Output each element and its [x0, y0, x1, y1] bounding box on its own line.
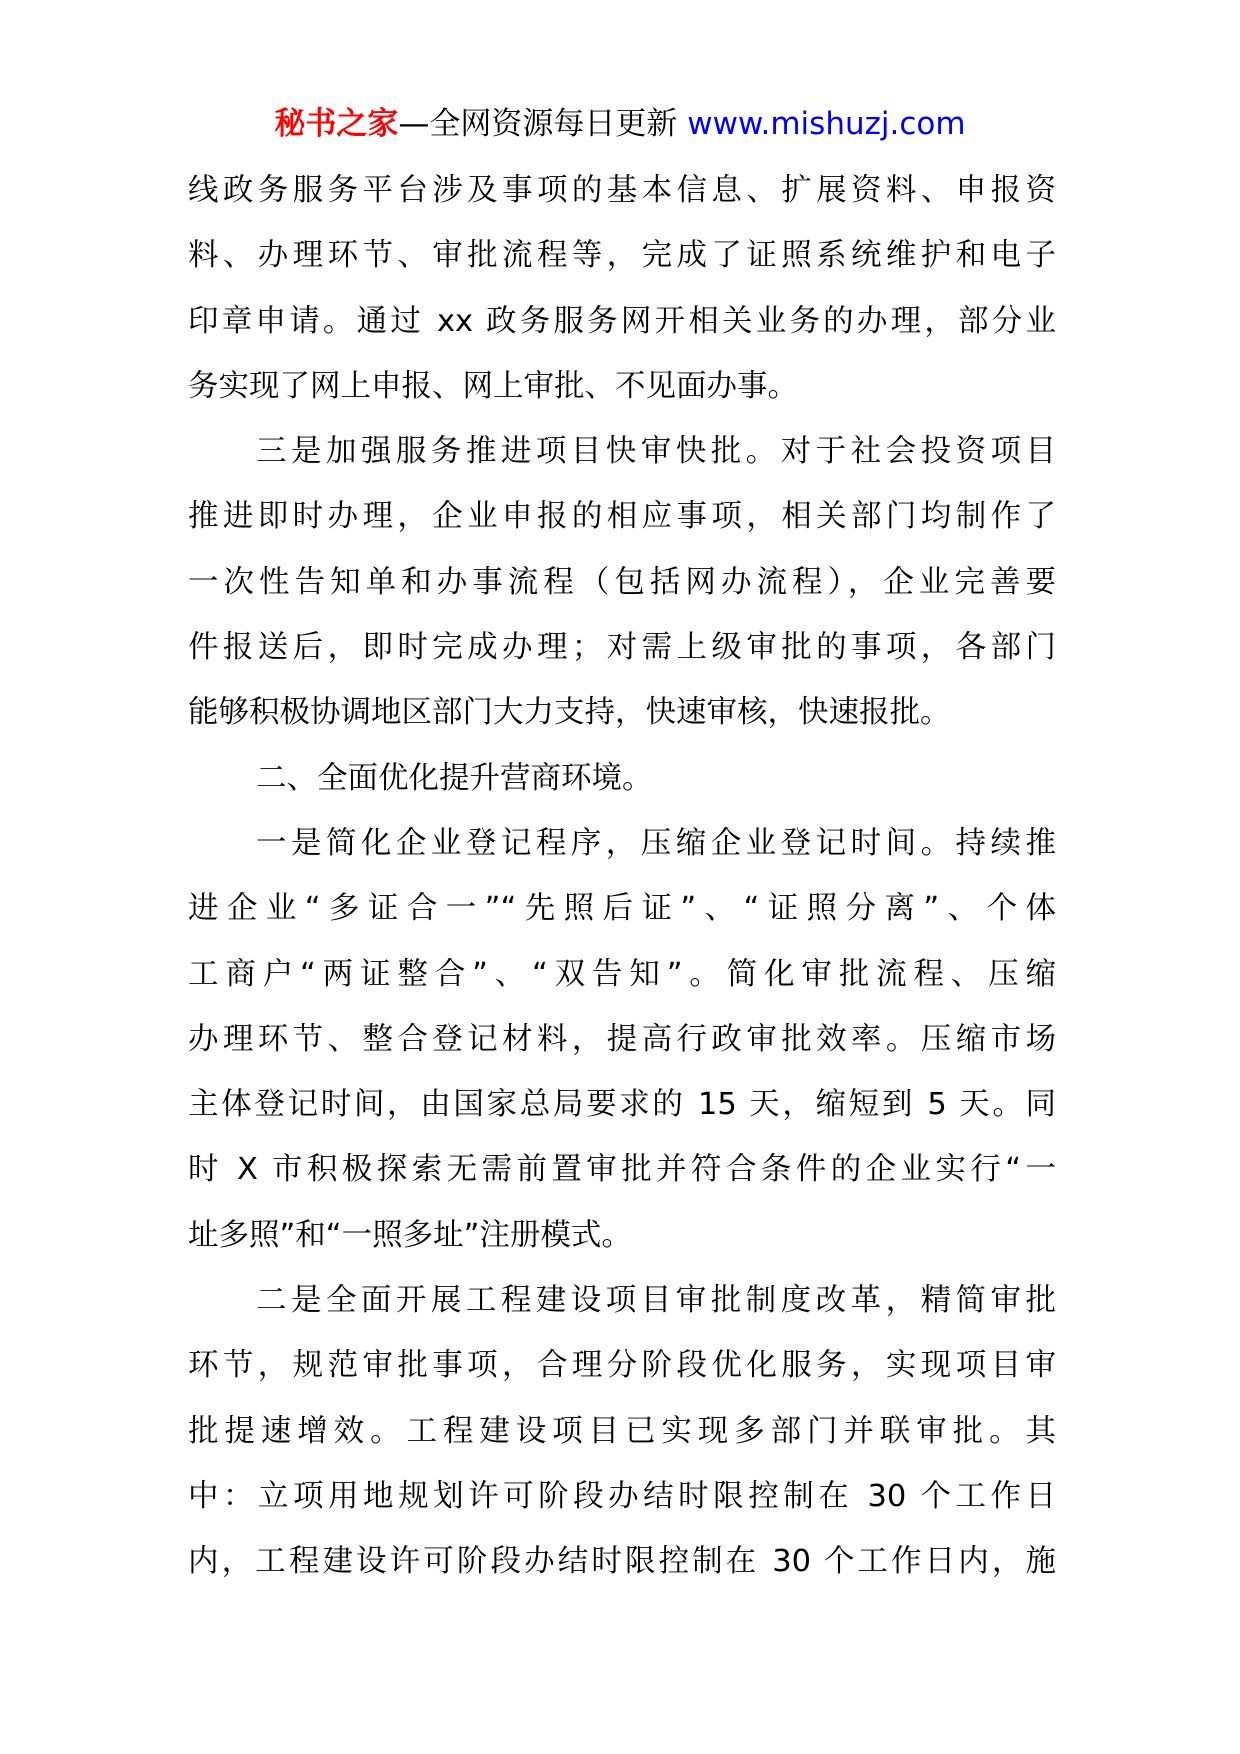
- paragraph-first-line: 三是加强服务推进项目快审快批。对于社会投资项目: [256, 434, 1056, 470]
- text-line: 址多照”和“一照多址”注册模式。: [188, 1217, 632, 1253]
- site-url-link[interactable]: www.mishuzj.com: [687, 106, 966, 142]
- text-line: 批提速增效。工程建设项目已实现多部门并联审批。其: [188, 1413, 1056, 1449]
- text-line: 中：立项用地规划许可阶段办结时限控制在 30 个工作日: [188, 1478, 1056, 1514]
- text-line: 一次性告知单和办事流程（包括网办流程），企业完善要: [188, 564, 1056, 600]
- text-line: 进企业“多证合一”“先照后证”、“证照分离”、个体: [188, 891, 1056, 927]
- paragraph-first-line: 一是简化企业登记程序，压缩企业登记时间。持续推: [256, 825, 1056, 861]
- text-line: 能够积极协调地区部门大力支持，快速审核，快速报批。: [188, 695, 951, 731]
- header-tagline: —全网资源每日更新: [398, 106, 678, 142]
- document-body: [188, 158, 1056, 1595]
- paragraph-first-line: 二是全面开展工程建设项目审批制度改革，精简审批: [256, 1283, 1056, 1319]
- text-line: 工商户“两证整合”、“双告知”。简化审批流程、压缩: [188, 956, 1056, 992]
- text-line: 件报送后，即时完成办理；对需上级审批的事项，各部门: [188, 630, 1056, 666]
- brand-name: 秘书之家: [274, 106, 399, 142]
- text-line: 办理环节、整合登记材料，提高行政审批效率。压缩市场: [188, 1021, 1056, 1057]
- section-heading: 二、全面优化提升营商环境。: [256, 760, 653, 796]
- text-line: 推进即时办理，企业申报的相应事项，相关部门均制作了: [188, 499, 1056, 535]
- text-line: 时 X 市积极探索无需前置审批并符合条件的企业实行“一: [188, 1152, 1056, 1188]
- text-line: 线政务服务平台涉及事项的基本信息、扩展资料、申报资: [188, 173, 1056, 208]
- text-line: 料、办理环节、审批流程等，完成了证照系统维护和电子: [188, 238, 1056, 274]
- text-line: 环节，规范审批事项，合理分阶段优化服务，实现项目审: [188, 1348, 1056, 1384]
- text-line: 务实现了网上申报、网上审批、不见面办事。: [188, 368, 798, 404]
- text-line: 主体登记时间，由国家总局要求的 15 天，缩短到 5 天。同: [188, 1087, 1056, 1123]
- text-line: 内，工程建设许可阶段办结时限控制在 30 个工作日内，施: [188, 1544, 1056, 1580]
- text-line: 印章申请。通过 xx 政务服务网开相关业务的办理，部分业: [188, 303, 1056, 339]
- page-header: [0, 100, 1240, 148]
